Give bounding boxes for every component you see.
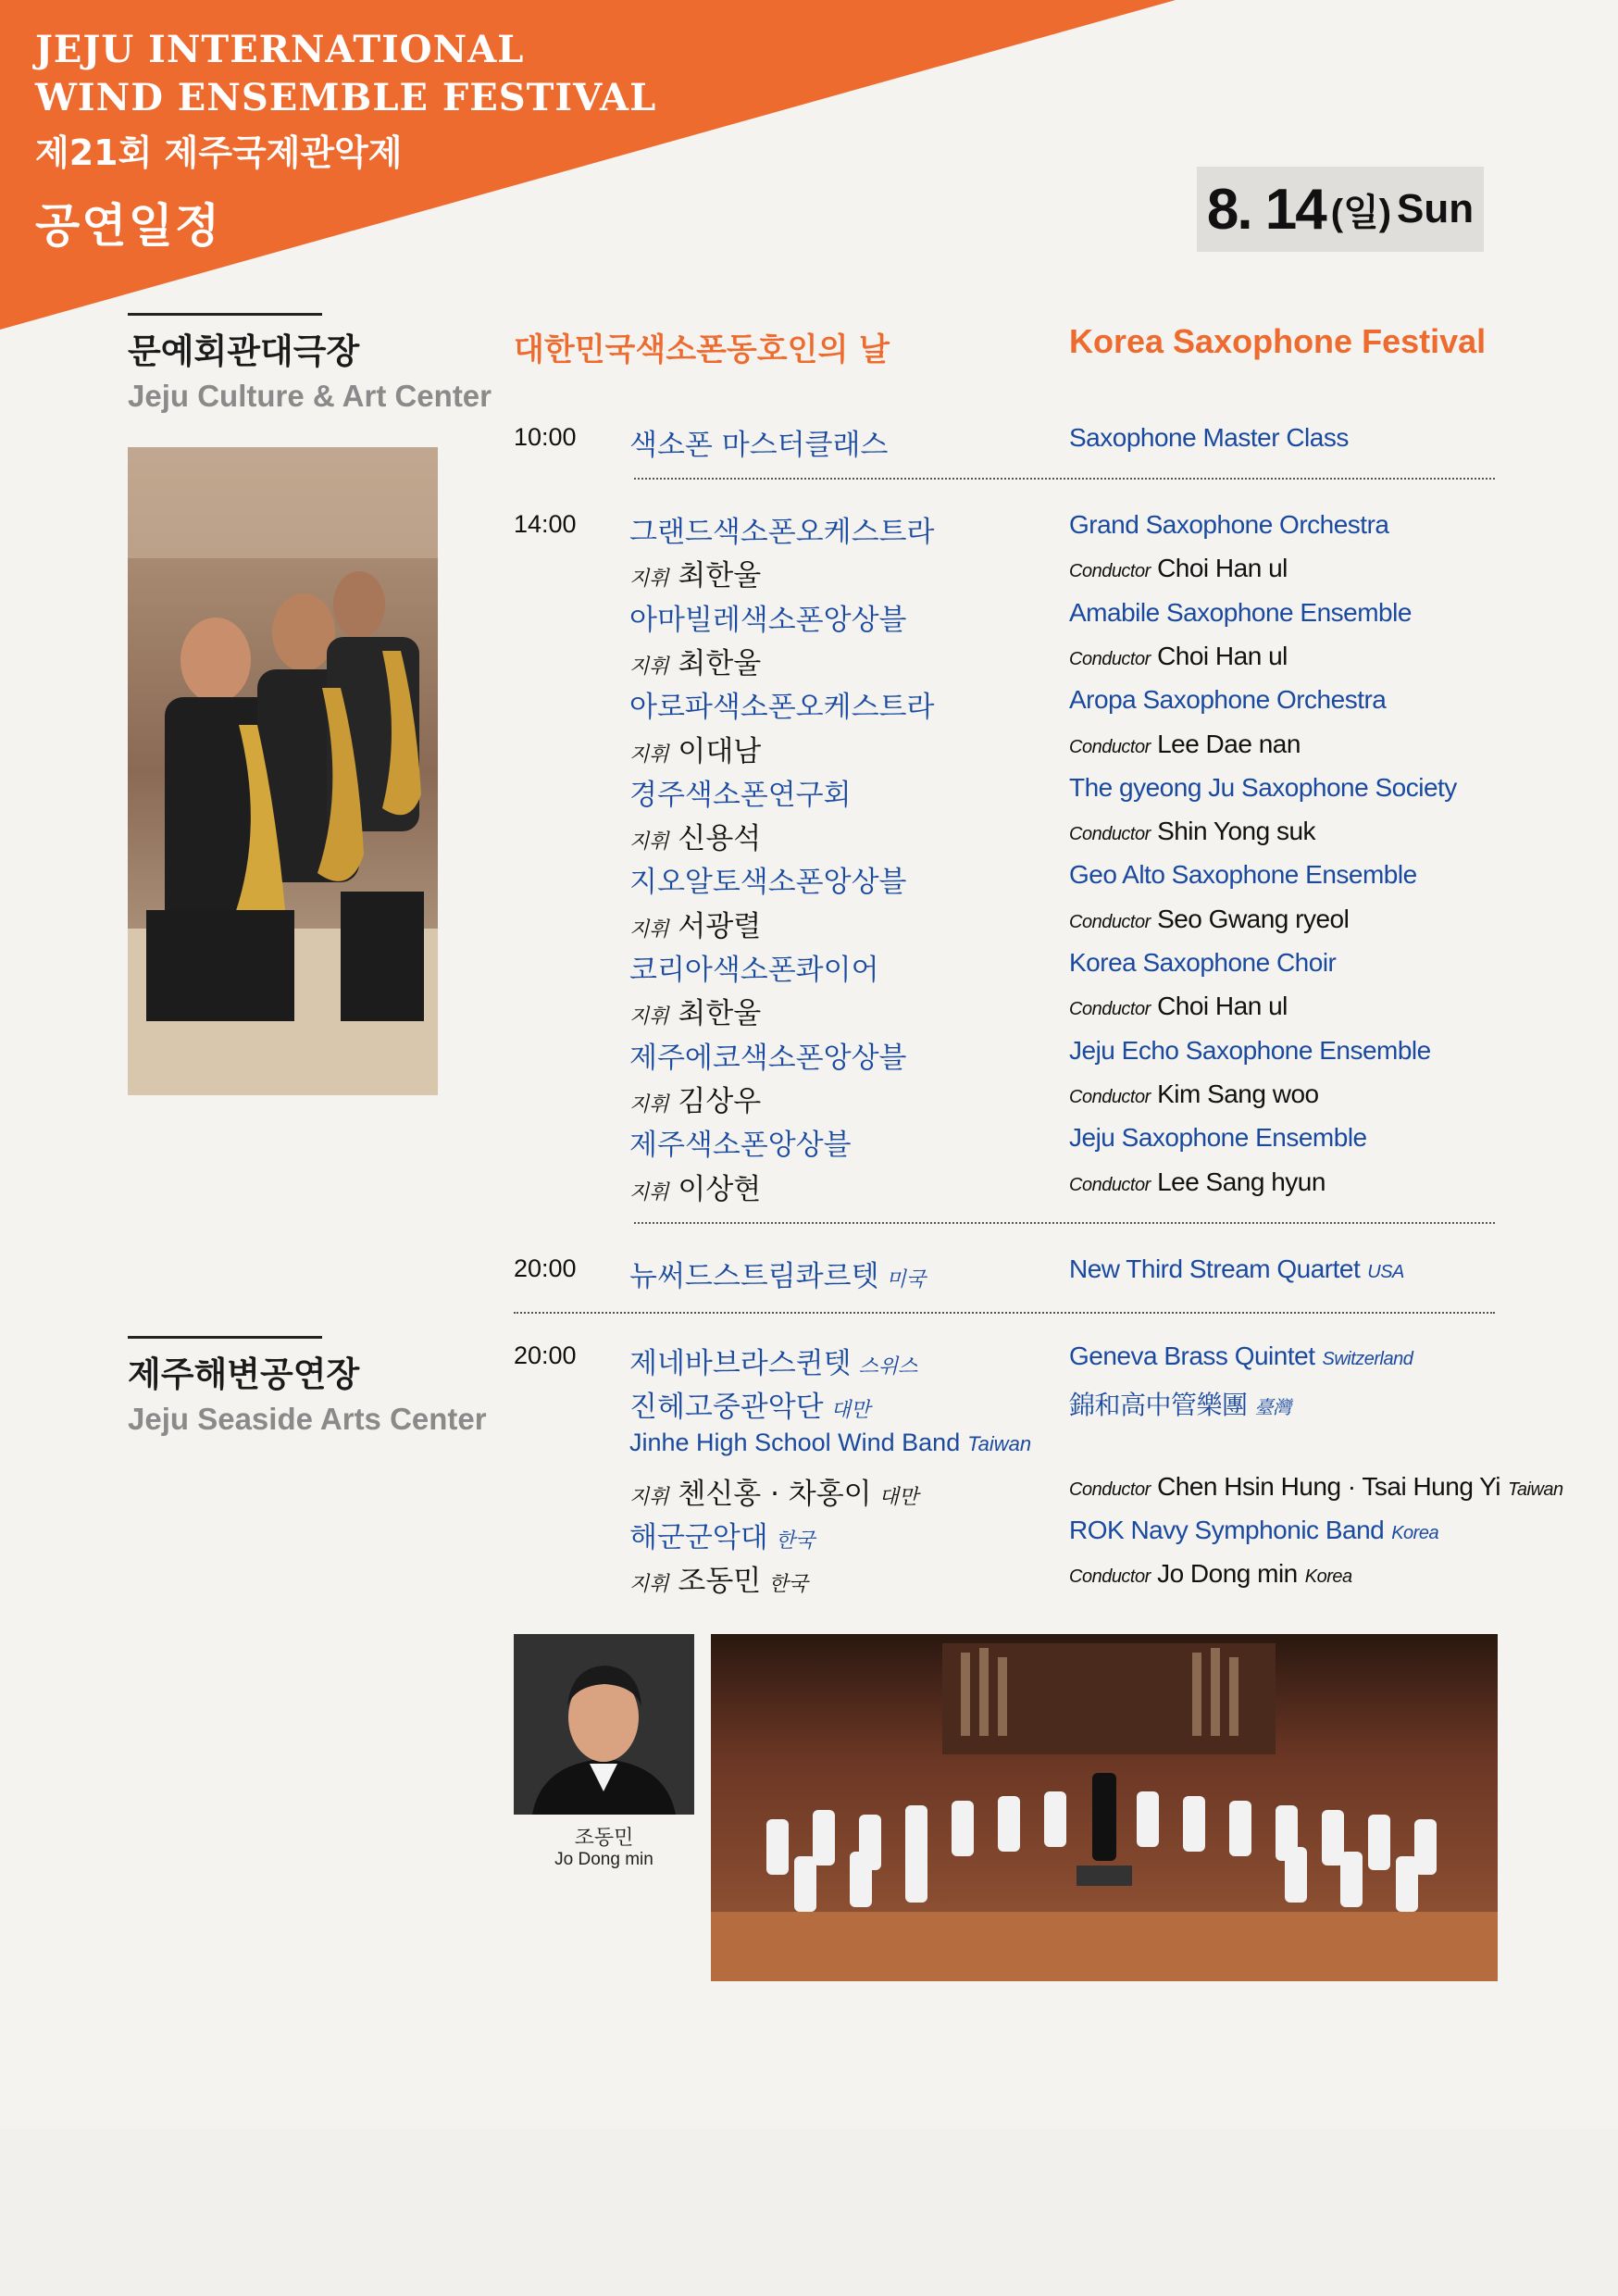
conductor-name-en: Choi Han ul [1157, 642, 1288, 670]
conductor-label-ko: 지휘 [629, 568, 669, 591]
schedule-row [0, 1341, 1618, 1384]
country-tag: 한국 [775, 1529, 815, 1553]
date-number: 8. 14 [1206, 177, 1326, 242]
ensemble-row [0, 1123, 1618, 1166]
conductor-name-en: Chen Hsin Hung · Tsai Hung Yi [1157, 1472, 1501, 1501]
program-ko-name: 해군군악대 [629, 1521, 768, 1554]
conductor-row [0, 1079, 1618, 1122]
country-tag: Taiwan [1508, 1479, 1563, 1500]
conductor-en [1069, 1079, 1319, 1109]
conductor-label-en: Conductor [1069, 1566, 1151, 1587]
dotted-divider [514, 1312, 1495, 1314]
conductor-label-en: Conductor [1069, 1479, 1151, 1500]
ensemble-name-en: The gyeong Ju Saxophone Society [1069, 773, 1457, 802]
date-weekday-ko: (일) [1330, 192, 1392, 233]
conductor-name-ko: 첸신홍 · 차홍이 [678, 1478, 872, 1511]
ensemble-row [0, 948, 1618, 991]
conductor-row [0, 642, 1618, 684]
venue-culture-art-center [128, 313, 492, 414]
program-en [1069, 1341, 1413, 1371]
conductor-name-en: Kim Sang woo [1157, 1079, 1319, 1108]
conductor-name-ko: 김상우 [678, 1085, 762, 1118]
festival-title-ko: 제21회 제주국제관악제 [35, 132, 403, 173]
conductor-name-en: Lee Sang hyun [1157, 1167, 1326, 1196]
conductor-ko [629, 1557, 808, 1599]
venue-name-ko: 문예회관대극장 [128, 331, 360, 371]
ensemble-name-en: Aropa Saxophone Orchestra [1069, 685, 1387, 714]
conductor-row [0, 817, 1618, 859]
portrait-caption-ko: 조동민 [574, 1827, 634, 1850]
conductor-en [1069, 642, 1288, 671]
conductor-ko [629, 815, 761, 856]
ensemble-name-ko: 코리아색소폰콰이어 [629, 954, 879, 987]
conductor-label-en: Conductor [1069, 1175, 1151, 1195]
ensemble-name-ko: 제주에코색소폰앙상블 [629, 1042, 907, 1075]
event-title-ko: 대한민국색소폰동호인의 날 [514, 331, 890, 368]
program-en-name: Jinhe High School Wind Band [629, 1429, 961, 1456]
schedule-row [0, 1385, 1618, 1428]
conductor-name-ko: 조동민 [678, 1565, 762, 1598]
conductor-label-en: Conductor [1069, 561, 1151, 581]
conductor-name-ko: 최한울 [678, 559, 762, 593]
ensemble-row [0, 860, 1618, 903]
country-tag: 한국 [768, 1573, 808, 1596]
festival-title-en-line2: WIND ENSEMBLE FESTIVAL [35, 76, 657, 119]
conductor-label-ko: 지휘 [629, 830, 669, 854]
time: 10:00 [514, 423, 577, 451]
country-tag: Korea [1391, 1523, 1439, 1543]
conductor-label-ko: 지휘 [629, 1093, 669, 1117]
country-tag: Switzerland [1322, 1349, 1413, 1369]
program-en-secondary [629, 1429, 1031, 1457]
ensemble-row [0, 510, 1618, 553]
ensemble-name-ko: 경주색소폰연구회 [629, 779, 852, 812]
conductor-label-ko: 지휘 [629, 1181, 669, 1204]
conductor-ko [629, 990, 761, 1031]
program-ko-name: 진헤고중관악단 [629, 1391, 824, 1424]
ensemble-name-en: Amabile Saxophone Ensemble [1069, 598, 1412, 627]
conductor-name-ko: 서광렬 [678, 910, 762, 943]
ensemble-row [0, 1036, 1618, 1079]
conductor-en [1069, 1559, 1352, 1589]
conductor-ko [629, 640, 761, 681]
portrait-caption-en: Jo Dong min [554, 1850, 653, 1869]
schedule-row [0, 1559, 1618, 1602]
conductor-ko [629, 1166, 761, 1207]
conductor-label-en: Conductor [1069, 649, 1151, 669]
conductor-row [0, 905, 1618, 947]
conductor-en [1069, 992, 1288, 1021]
ensemble-name-en: Korea Saxophone Choir [1069, 948, 1337, 977]
schedule-row [0, 1472, 1618, 1515]
conductor-row [0, 554, 1618, 596]
program-ko [629, 1253, 926, 1294]
conductor-name-en: Jo Dong min [1157, 1559, 1298, 1588]
ensemble-name-en: Jeju Echo Saxophone Ensemble [1069, 1036, 1431, 1065]
conductor-en [1069, 905, 1349, 934]
conductor-label-en: Conductor [1069, 912, 1151, 932]
program-en [1069, 1254, 1404, 1284]
ensemble-name-en: Grand Saxophone Orchestra [1069, 510, 1389, 539]
conductor-name-en: Choi Han ul [1157, 992, 1288, 1020]
ensemble-name-ko: 제주색소폰앙상블 [629, 1129, 852, 1162]
country-tag: Korea [1304, 1566, 1352, 1587]
conductor-row [0, 992, 1618, 1034]
program-ko: 색소폰 마스터클래스 [629, 429, 889, 462]
conductor-name-en: Lee Dae nan [1157, 730, 1301, 758]
conductor-label-en: Conductor [1069, 999, 1151, 1019]
festival-title-en [35, 26, 656, 122]
program-en [1069, 1385, 1291, 1422]
program-en-name: ROK Navy Symphonic Band [1069, 1516, 1385, 1544]
venue-rule [128, 1336, 322, 1339]
conductor-ko [629, 1078, 761, 1119]
ensemble-name-ko: 아마빌레색소폰앙상블 [629, 604, 907, 637]
ensemble-name-ko: 그랜드색소폰오케스트라 [629, 516, 935, 549]
conductor-en [1069, 1472, 1563, 1502]
conductor-label-en: Conductor [1069, 737, 1151, 757]
conductor-en [1069, 554, 1288, 583]
date-box [1197, 167, 1484, 252]
conductor-label-ko: 지휘 [629, 918, 669, 942]
conductor-label-ko: 지휘 [629, 743, 669, 767]
program-en-name: Geneva Brass Quintet [1069, 1341, 1315, 1370]
conductor-ko [629, 903, 761, 944]
country-tag: 대만 [830, 1399, 871, 1422]
ensemble-row [0, 773, 1618, 816]
venue-rule [128, 313, 322, 316]
ensemble-row [0, 685, 1618, 728]
country-tag: 臺灣 [1254, 1396, 1291, 1418]
conductor-label-ko: 지휘 [629, 1486, 669, 1509]
schedule-row [0, 1516, 1618, 1558]
conductor-name-ko: 이대남 [678, 735, 762, 768]
conductor-ko [629, 552, 761, 593]
dotted-divider [634, 1222, 1495, 1224]
country-tag: 스위스 [858, 1355, 918, 1379]
event-title-en: Korea Saxophone Festival [1069, 322, 1487, 360]
schedule-row [0, 1429, 1618, 1471]
time: 20:00 [514, 1341, 577, 1369]
program-ko [629, 1340, 917, 1381]
country-tag: Taiwan [967, 1432, 1032, 1455]
conductor-name-ko: 신용석 [678, 822, 762, 855]
program-en: Saxophone Master Class [1069, 423, 1349, 452]
ensemble-name-en: Jeju Saxophone Ensemble [1069, 1123, 1367, 1152]
time: 20:00 [514, 1254, 577, 1282]
schedule-title: 공연일정 [35, 199, 222, 253]
dotted-divider [634, 478, 1495, 480]
venue-name-ko: 제주해변공연장 [128, 1354, 360, 1394]
program-en [1069, 1516, 1438, 1545]
conductor-ko [629, 1470, 918, 1512]
conductor-label-ko: 지휘 [629, 1005, 669, 1029]
conductor-name-ko: 이상현 [678, 1173, 762, 1206]
navy-band-photo [711, 1634, 1498, 1981]
program-hanzi-name: 錦和高中管樂團 [1069, 1390, 1248, 1420]
program-ko [629, 1514, 815, 1555]
venue-name-en: Jeju Seaside Arts Center [128, 1402, 487, 1436]
date-weekday-en: Sun [1397, 186, 1475, 231]
conductor-row [0, 1167, 1618, 1210]
venue-name-en: Jeju Culture & Art Center [128, 379, 492, 413]
conductor-label-ko: 지휘 [629, 655, 669, 679]
country-tag: USA [1367, 1262, 1404, 1282]
program-ko-name: 뉴써드스트림콰르텟 [629, 1260, 879, 1293]
conductor-label-en: Conductor [1069, 1087, 1151, 1107]
conductor-portrait-photo [514, 1634, 694, 1815]
conductor-name-en: Seo Gwang ryeol [1157, 905, 1350, 933]
conductor-name-ko: 최한울 [678, 997, 762, 1030]
ensemble-name-en: Geo Alto Saxophone Ensemble [1069, 860, 1417, 889]
country-tag: 미국 [886, 1268, 927, 1292]
conductor-label-en: Conductor [1069, 824, 1151, 844]
ensemble-name-ko: 지오알토색소폰앙상블 [629, 866, 907, 899]
conductor-name-en: Choi Han ul [1157, 554, 1288, 582]
program-ko-name: 제네바브라스퀸텟 [629, 1347, 852, 1380]
conductor-en [1069, 1167, 1326, 1197]
conductor-en [1069, 817, 1315, 846]
program-en-name: New Third Stream Quartet [1069, 1254, 1361, 1283]
festival-title-en-line1: JEJU INTERNATIONAL [35, 28, 525, 71]
conductor-en [1069, 730, 1301, 759]
conductor-name-ko: 최한울 [678, 647, 762, 680]
schedule-row [0, 423, 1618, 466]
conductor-ko [629, 728, 761, 769]
conductor-name-en: Shin Yong suk [1157, 817, 1316, 845]
country-tag: 대만 [878, 1486, 919, 1509]
program-ko [629, 1383, 870, 1425]
bottom-margin [0, 2129, 1618, 2296]
time: 14:00 [514, 510, 577, 538]
ensemble-name-ko: 아로파색소폰오케스트라 [629, 691, 935, 724]
conductor-label-ko: 지휘 [629, 1573, 669, 1596]
ensemble-row [0, 598, 1618, 641]
schedule-row [0, 1254, 1618, 1297]
conductor-row [0, 730, 1618, 772]
